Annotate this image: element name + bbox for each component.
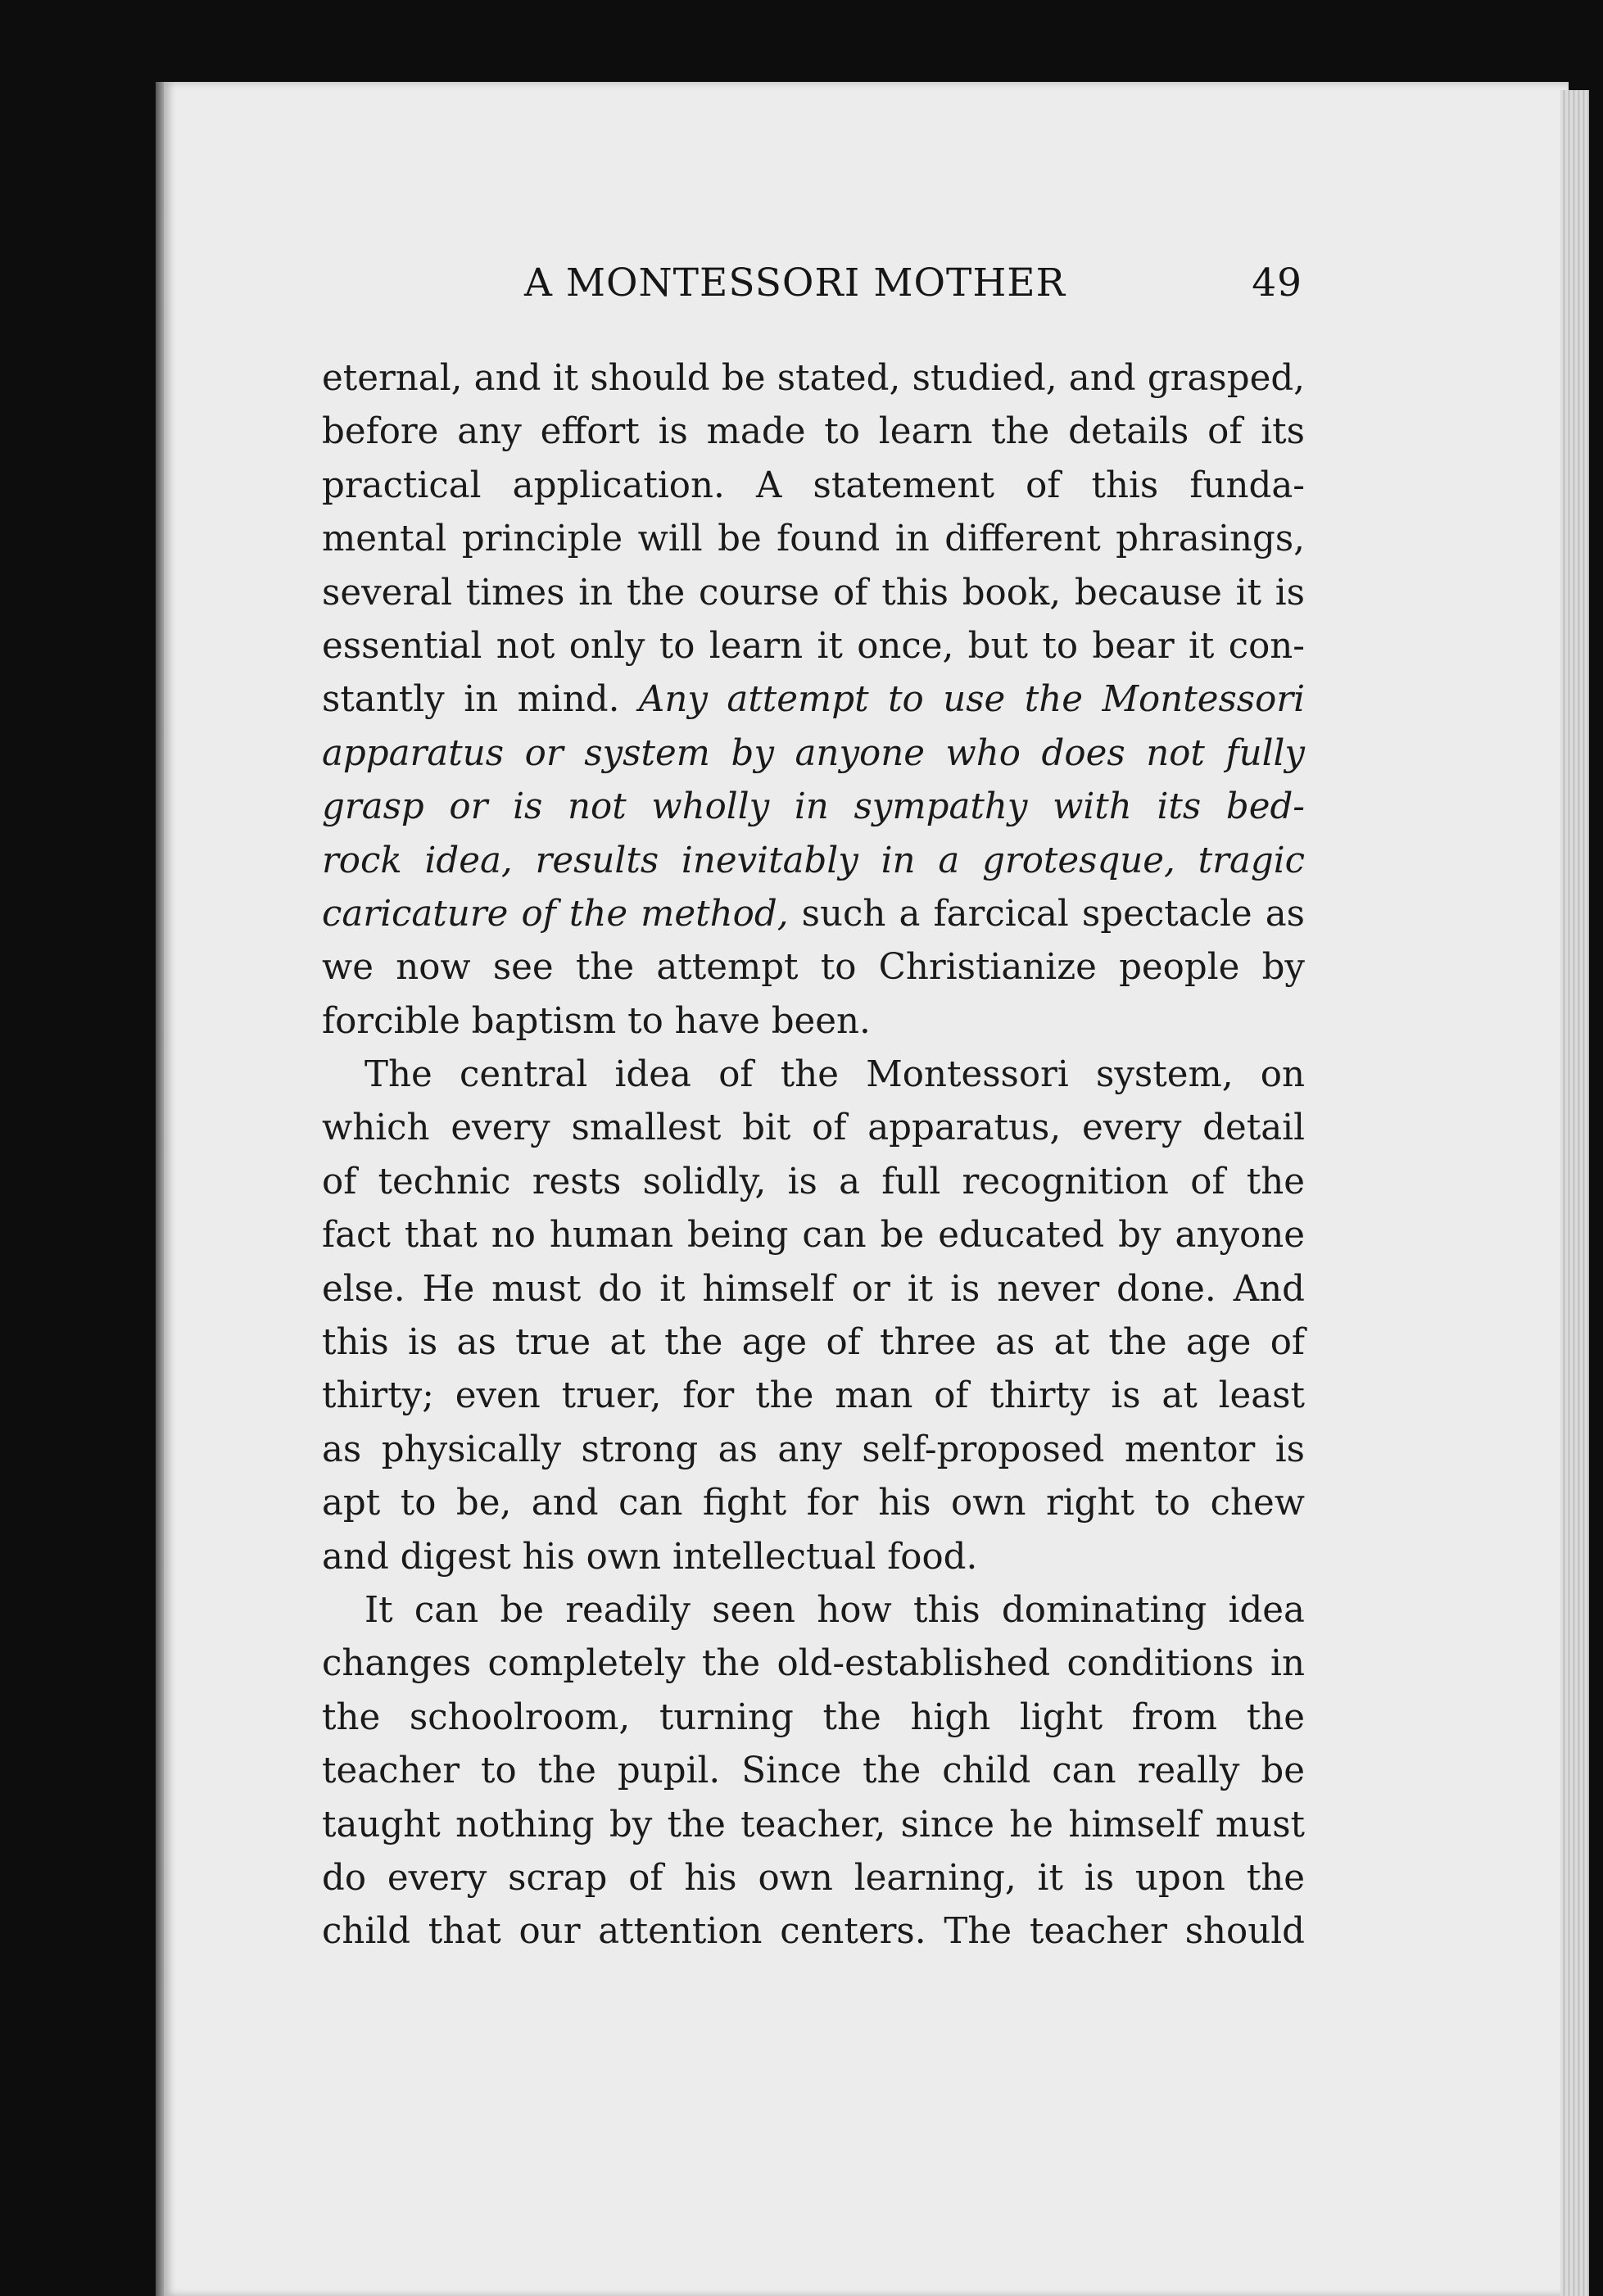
text-line xyxy=(322,620,1305,673)
page-edges xyxy=(1560,90,1589,2296)
text-run: fact that no human being can be educated by anyone xyxy=(322,1215,1305,1257)
text-line xyxy=(322,995,1305,1048)
text-line xyxy=(322,567,1305,620)
text-line xyxy=(322,1799,1305,1852)
text-run: taught nothing by the teacher, since he himself must xyxy=(322,1804,1305,1845)
text-run: before any effort is made to learn the details of its xyxy=(322,411,1305,453)
text-run: we now see the attempt to Christianize people by xyxy=(322,947,1305,989)
italic-text-run: grasp or is not wholly in sympathy with its bed- xyxy=(322,786,1305,828)
text-run: essential not only to learn it once, but to bear it con- xyxy=(322,625,1305,667)
italic-text-run: Any attempt to use the Montessori xyxy=(638,679,1305,721)
text-run: which every smallest bit of apparatus, every detail xyxy=(322,1107,1305,1149)
text-line xyxy=(322,1156,1305,1209)
text-run: It can be readily seen how this dominating idea xyxy=(365,1589,1305,1631)
running-head xyxy=(319,260,1302,326)
text-line xyxy=(322,1852,1305,1905)
text-run: else. He must do it himself or it is never done. And xyxy=(322,1268,1305,1310)
text-line xyxy=(322,1370,1305,1423)
body-text xyxy=(322,352,1305,1959)
text-run: child that our attention centers. The teacher should xyxy=(322,1911,1305,1953)
text-line xyxy=(322,727,1305,781)
text-line xyxy=(322,1424,1305,1477)
text-line xyxy=(322,352,1305,405)
text-run: The central idea of the Montessori system, on xyxy=(365,1054,1305,1096)
text-line xyxy=(322,1102,1305,1155)
text-line xyxy=(322,1691,1305,1745)
text-line xyxy=(322,781,1305,834)
text-line xyxy=(322,1477,1305,1530)
text-run: stantly in mind. xyxy=(322,679,639,721)
text-line xyxy=(322,1745,1305,1798)
italic-text-run: apparatus or system by anyone who does not fully xyxy=(322,732,1305,774)
italic-text-run: rock idea, results inevitably in a grotesque, tragic xyxy=(322,840,1305,881)
text-line xyxy=(322,1048,1305,1102)
text-line xyxy=(322,405,1305,459)
text-run: of technic rests solidly, is a full recognition of the xyxy=(322,1161,1305,1202)
text-run: do every scrap of his own learning, it is upon the xyxy=(322,1857,1305,1899)
text-run: this is as true at the age of three as at the age of xyxy=(322,1322,1305,1364)
text-run: several times in the course of this book, because it is xyxy=(322,572,1305,614)
text-line xyxy=(322,1531,1305,1584)
text-run: teacher to the pupil. Since the child can really be xyxy=(322,1750,1305,1792)
text-line xyxy=(322,1905,1305,1959)
text-run: practical application. A statement of this funda- xyxy=(322,464,1305,506)
text-run: and digest his own intellectual food. xyxy=(322,1536,978,1578)
text-line xyxy=(322,1209,1305,1262)
page-number: 49 xyxy=(1252,260,1302,306)
text-line xyxy=(322,460,1305,513)
text-line xyxy=(322,888,1305,941)
text-line xyxy=(322,513,1305,566)
text-run: apt to be, and can fight for his own right to chew xyxy=(322,1483,1305,1524)
text-run: changes completely the old-established conditions in xyxy=(322,1643,1305,1685)
text-line xyxy=(322,1316,1305,1370)
text-run: thirty; even truer, for the man of thirty is at least xyxy=(322,1375,1305,1417)
text-line xyxy=(322,673,1305,727)
italic-text-run: caricature of the method, xyxy=(322,893,789,935)
text-line xyxy=(322,835,1305,888)
text-line xyxy=(322,1584,1305,1637)
text-line xyxy=(322,1263,1305,1316)
text-run: the schoolroom, turning the high light from the xyxy=(322,1696,1305,1738)
text-line xyxy=(322,941,1305,994)
text-line xyxy=(322,1637,1305,1691)
text-run: such a farcical spectacle as xyxy=(788,893,1305,935)
running-title: A MONTESSORI MOTHER xyxy=(524,260,1066,306)
text-run: mental principle will be found in different phrasings, xyxy=(322,519,1305,560)
text-run: eternal, and it should be stated, studied, and grasped, xyxy=(322,358,1305,399)
text-run: as physically strong as any self-proposed mentor is xyxy=(322,1429,1305,1470)
text-run: forcible baptism to have been. xyxy=(322,1000,871,1042)
